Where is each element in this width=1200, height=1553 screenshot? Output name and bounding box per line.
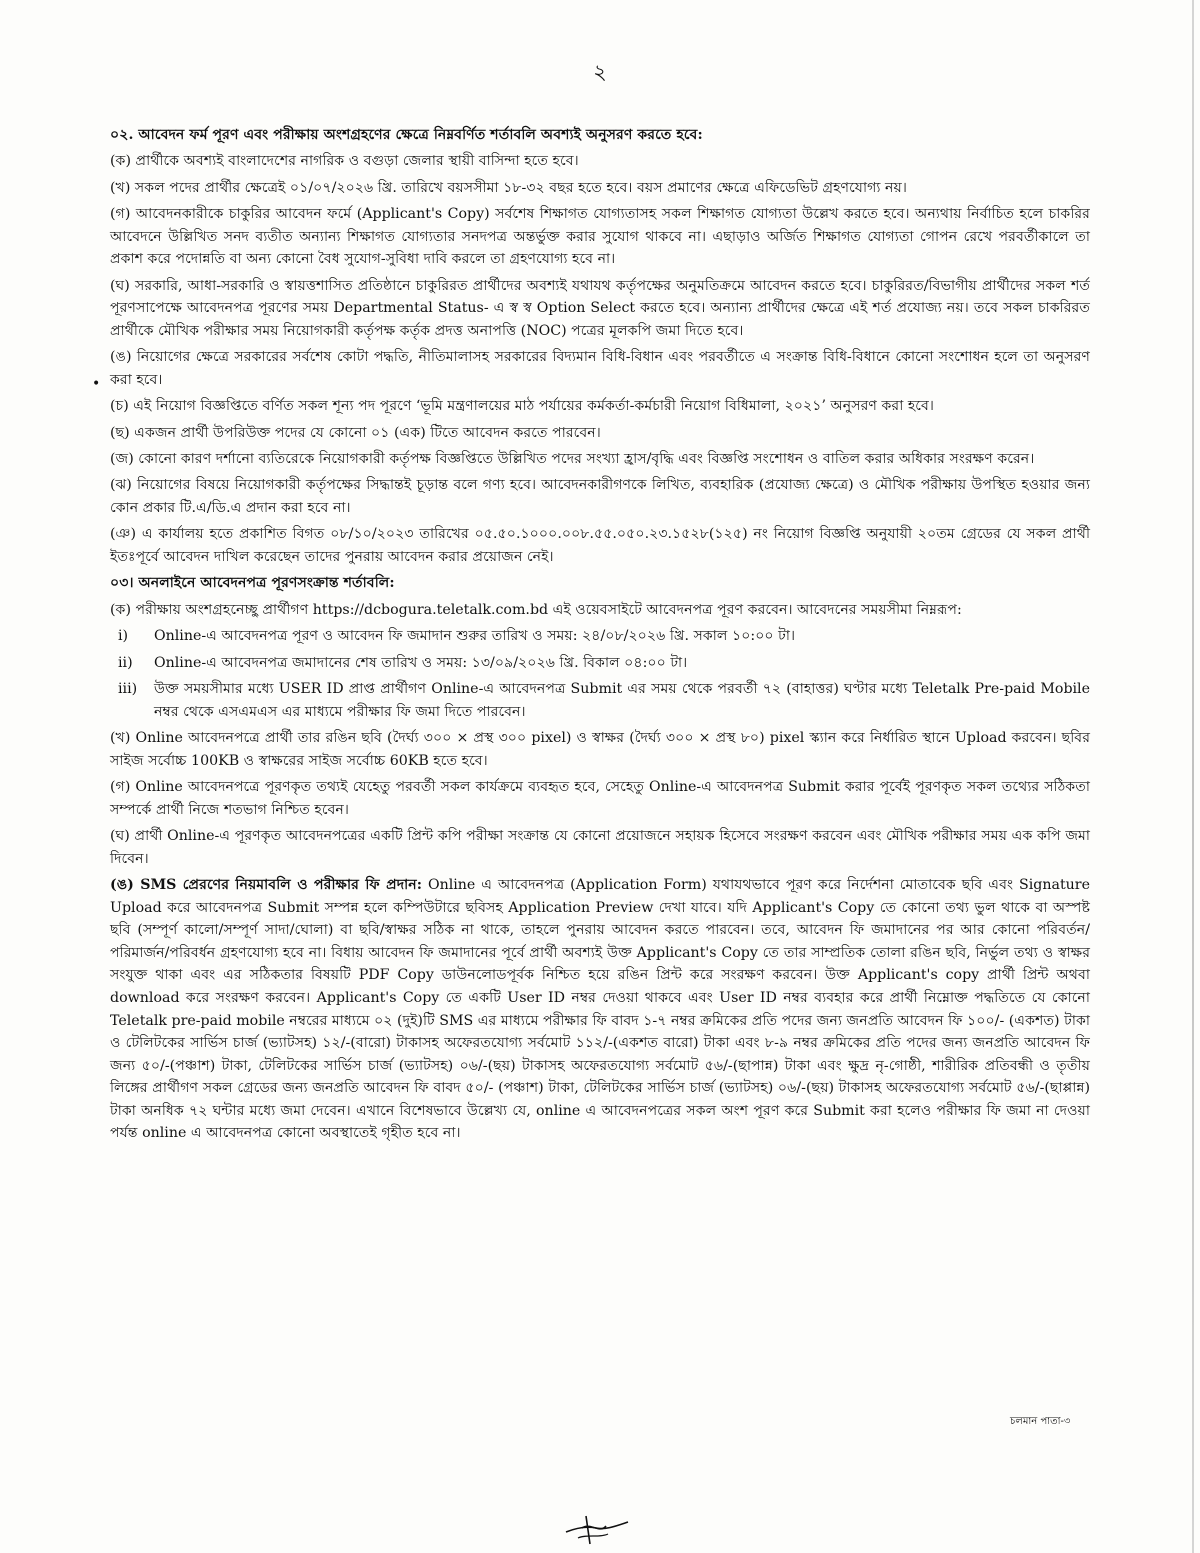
sms-rules-text: Online এ আবেদনপত্র (Application Form) যথাযথভাবে পূরণ করে নির্দেশনা মোতাবেক ছবি এবং Signature Upload করে আবেদনপত্র Submit সম্পন্ন হলে কম্পিউটারে ছবিসহ Application Preview দেখা যাবে। যদি Applicant's Copy তে কোনো তথ্য ভুল থাকে বা অস্পষ্ট ছবি (সম্পূর্ণ কালো/সম্পূর্ণ সাদা/ঘোলা) বা ছবি/স্বাক্ষর সঠিক না থাকে, তাহলে পুনরায় আবেদন করতে পারবেন। তবে, আবেদন ফি জমাদানের পর আর কোনো পরিবর্তন/পরিমার্জন/পরিবর্ধন গ্রহণযোগ্য হবে না। বিধায় আবেদন ফি জমাদানের পূর্বে প্রার্থী অবশ্যই উক্ত Applicant's Copy তে তার সাম্প্রতিক তোলা রঙিন ছবি, নির্ভুল তথ্য ও স্বাক্ষর সংযুক্ত থাকা এবং এর সঠিকতার বিষয়টি PDF Copy ডাউনলোডপূর্বক নিশ্চিত হয়ে রঙিন প্রিন্ট করে সংরক্ষণ করবেন। উক্ত Applicant's copy প্রার্থী প্রিন্ট অথবা download করে সংরক্ষণ করবেন। Applicant's Copy তে একটি User ID নম্বর দেওয়া থাকবে এবং User ID নম্বর ব্যবহার করে প্রার্থী নিম্নোক্ত পদ্ধতিতে যে কোনো Teletalk pre-paid mobile নম্বরের মাধ্যমে ০২ (দুই)টি SMS এর মাধ্যমে পরীক্ষার ফি বাবদ ১-৭ নম্বর ক্রমিকের প্রতি পদের জন্য জনপ্রতি আবেদন ফি ১০০/- (একশত) টাকা ও টেলিটকের সার্ভিস চার্জ (ভ্যাটসহ) ১২/-(বারো) টাকাসহ অফেরতযোগ্য সর্বমোট ১১২/-(একশত বারো) টাকা এবং ৮-৯ নম্বর ক্রমিকের প্রতি পদের জন্য জনপ্রতি আবেদন ফি জন্য ৫০/-(পঞ্চাশ) টাকা, টেলিটকের সার্ভিস চার্জ (ভ্যাটসহ) ০৬/-(ছয়) টাকাসহ অফেরতযোগ্য সর্বমোট ৫৬/-(ছাপান্ন) টাকা এবং ক্ষুদ্র নৃ-গোষ্ঠী, শারীরিক প্রতিবন্ধী ও তৃতীয় লিঙ্গের প্রার্থীগণ সকল গ্রেডের জন্য জনপ্রতি আবেদন ফি বাবদ ৫০/- (পঞ্চাশ) টাকা, টেলিটকের সার্ভিস চার্জ (ভ্যাটসহ) ০৬/-(ছয়) টাকাসহ অফেরতযোগ্য সর্বমোট ৫৬/-(ছাপ্পান্ন) টাকা অনধিক ৭২ ঘন্টার মধ্যে জমা দেবেন। এখানে বিশেষভাবে উল্লেখ্য যে, online এ আবেদনপত্রের সকল অংশ পূরণ করে Submit করা হলেও পরীক্ষার ফি জমা না দেওয়া পর্যন্ত online এ আবেদনপত্র কোনো অবস্থাতেই গৃহীত হবে না।: [110, 876, 1090, 1142]
section-03-item-uma: [110, 874, 1090, 1145]
section-02-item-cha: (চ) এই নিয়োগ বিজ্ঞপ্তিতে বর্ণিত সকল শূন্য পদ পূরণে ‘ভূমি মন্ত্রণালয়ের মাঠ পর্যায়ের কর্মকর্তা-কর্মচারী নিয়োগ বিধিমালা, ২০২১’ অনুসরণ করা হবে।: [110, 398, 934, 415]
section-02-item-kha: (খ) সকল পদের প্রার্থীর ক্ষেত্রেই ০১/০৭/২০২৬ খ্রি. তারিখে বয়সসীমা ১৮-৩২ বছর হতে হবে। বয়স প্রমাণের ক্ষেত্রে এফিডেভিট গ্রহণযোগ্য নয়।: [110, 179, 907, 196]
page-number: ২: [593, 60, 607, 84]
handwritten-initial-icon: [556, 1508, 636, 1548]
sms-rules-label: (ঙ) SMS প্রেরণের নিয়মাবলি ও পরীক্ষার ফি প্রদান:: [110, 876, 422, 893]
section-03-item-gha: (ঘ) প্রার্থী Online-এ পূরণকৃত আবেদনপত্রের একটি প্রিন্ট কপি পরীক্ষা সংক্রান্ত যে কোনো প্রয়োজনে সহায়ক হিসেবে সংরক্ষণ করবেন এবং মৌখিক পরীক্ষার সময় এক কপি জমা দিবেন।: [110, 827, 1090, 867]
schedule-item-number: i): [118, 628, 129, 645]
section-02-item-nya: (ঞ) এ কার্যালয় হতে প্রকাশিত বিগত ০৮/১০/২০২৩ তারিখের ০৫.৫০.১০০০.০০৮.৫৫.০৫০.২৩.১৫২৮(১২৫) নং নিয়োগ বিজ্ঞপ্তি অনুযায়ী ২০তম গ্রেডের যে সকল প্রার্থী ইতঃপূর্বে আবেদন দাখিল করেছেন তাদের পুনরায় আবেদন করার প্রয়োজন নেই।: [110, 526, 1090, 566]
section-03-item-ga: (গ) Online আবেদনপত্রে পূরণকৃত তথ্যই যেহেতু পরবর্তী সকল কার্যক্রমে ব্যবহৃত হবে, সেহেতু Online-এ আবেদনপত্র Submit করার পূর্বেই পূরণকৃত সকল তথ্যের সঠিকতা সম্পর্কে প্রার্থী নিজে শতভাগ নিশ্চিত হবেন।: [110, 778, 1090, 818]
section-03-heading: ০৩। অনলাইনে আবেদনপত্র পূরণসংক্রান্ত শর্তাবলি:: [110, 575, 395, 592]
section-02-item-ja: (জ) কোনো কারণ দর্শানো ব্যতিরেকে নিয়োগকারী কর্তৃপক্ষ বিজ্ঞপ্তিতে উল্লিখিত পদের সংখ্যা হ্রাস/বৃদ্ধি এবং বিজ্ঞপ্তি সংশোধন ও বাতিল করার অধিকার সংরক্ষণ করেন।: [110, 451, 1035, 468]
scan-edge: [1192, 0, 1194, 1553]
continued-page-note: চলমান পাতা-৩: [1010, 1416, 1071, 1427]
schedule-item-number: ii): [118, 654, 133, 671]
schedule-item-number: iii): [118, 681, 138, 698]
schedule-item-2: [110, 652, 1090, 675]
schedule-item-3: [110, 678, 1090, 723]
section-03-item-ka: (ক) পরীক্ষায় অংশগ্রহনেচ্ছু প্রার্থীগণ https://dcbogura.teletalk.com.bd এই ওয়েবসাইটে আবেদনপত্র পূরণ করবেন। আবেদনের সময়সীমা নিম্নরূপ:: [110, 601, 962, 618]
section-03-item-kha: (খ) Online আবেদনপত্রে প্রার্থী তার রঙিন ছবি (দৈর্ঘ্য ৩০০ × প্রস্থ ৩০০ pixel) ও স্বাক্ষর (দৈর্ঘ্য ৩০০ × প্রস্থ ৮০) pixel স্ক্যান করে নির্ধারিত স্থানে Upload করবেন। ছবির সাইজ সর্বোচ্চ 100KB ও স্বাক্ষরের সাইজ সর্বোচ্চ 60KB হতে হবে।: [110, 730, 1090, 769]
stray-dot: •: [92, 376, 101, 392]
schedule-item-text: উক্ত সময়সীমার মধ্যে USER ID প্রাপ্ত প্রার্থীগণ Online-এ আবেদনপত্র Submit এর সময় থেকে পরবর্তী ৭২ (বাহাত্তর) ঘণ্টার মধ্যে Teletalk Pre-paid Mobile নম্বর থেকে এসএমএস এর মাধ্যমে পরীক্ষার ফি জমা দিতে পারবেন।: [154, 681, 1090, 720]
schedule-item-text: Online-এ আবেদনপত্র পূরণ ও আবেদন ফি জমাদান শুরুর তারিখ ও সময়: ২৪/০৮/২০২৬ খ্রি. সকাল ১০:০০ টা।: [154, 628, 796, 645]
section-02-item-ga: (গ) আবেদনকারীকে চাকুরির আবেদন ফর্মে (Applicant's Copy) সর্বশেষ শিক্ষাগত যোগ্যতাসহ সকল শিক্ষাগত যোগ্যতা উল্লেখ করতে হবে। অন্যথায় নির্বাচিত হলে চাকরির আবেদনে উল্লিখিত সনদ ব্যতীত অন্যান্য শিক্ষাগত যোগ্যতার সনদপত্র অন্তর্ভুক্ত করার সুযোগ থাকবে না। এছাড়াও অর্জিত শিক্ষাগত যোগ্যতা গোপন রেখে পরবর্তীকালে তা প্রকাশ করে পদোন্নতি বা অন্য কোনো বৈধ সুযোগ-সুবিধা দাবি করলে তা গ্রহণযোগ্য হবে না।: [110, 206, 1090, 268]
section-02-item-jha: (ঝ) নিয়োগের বিষয়ে নিয়োগকারী কর্তৃপক্ষের সিদ্ধান্তই চূড়ান্ত বলে গণ্য হবে। আবেদনকারীগণকে লিখিত, ব্যবহারিক (প্রযোজ্য ক্ষেত্রে) ও মৌখিক পরীক্ষায় উপস্থিত হওয়ার জন্য কোন প্রকার টি.এ/ডি.এ প্রদান করা হবে না।: [110, 477, 1090, 517]
section-02-item-chha: (ছ) একজন প্রার্থী উপরিউক্ত পদের যে কোনো ০১ (এক) টিতে আবেদন করতে পারবেন।: [110, 424, 601, 441]
section-02-item-ka: (ক) প্রার্থীকে অবশ্যই বাংলাদেশের নাগরিক ও বগুড়া জেলার স্থায়ী বাসিন্দা হতে হবে।: [110, 153, 579, 170]
section-02-item-gha: (ঘ) সরকারি, আধা-সরকারি ও স্বায়ত্তশাসিত প্রতিষ্ঠানে চাকুরিরত প্রার্থীদের অবশ্যই যথাযথ কর্তৃপক্ষের অনুমতিক্রমে আবেদন করতে হবে। চাকুরিরত/বিভাগীয় প্রার্থীদের সকল শর্ত পূরণসাপেক্ষে আবেদনপত্র পূরণের সময় Departmental Status- এ স্ব স্ব Option Select করতে হবে। অন্যান্য প্রার্থীদের ক্ষেত্রে এই শর্ত প্রযোজ্য নয়। তবে সকল চাকরিরত প্রার্থীকে মৌখিক পরীক্ষার সময় নিয়োগকারী কর্তৃপক্ষ কর্তৃক প্রদত্ত অনাপত্তি (NOC) পত্রের মূলকপি জমা দিতে হবে।: [110, 277, 1090, 339]
section-02-heading: ০২. আবেদন ফর্ম পূরণ এবং পরীক্ষায় অংশগ্রহণের ক্ষেত্রে নিম্নবর্ণিত শর্তাবলি অবশ্যই অনুসরণ করতে হবে:: [110, 127, 703, 143]
document-body: [110, 124, 1090, 1149]
schedule-item-text: Online-এ আবেদনপত্র জমাদানের শেষ তারিখ ও সময়: ১৩/০৯/২০২৬ খ্রি. বিকাল ০৪:০০ টা।: [154, 654, 688, 671]
section-02-item-uma: (ঙ) নিয়োগের ক্ষেত্রে সরকারের সর্বশেষ কোটা পদ্ধতি, নীতিমালাসহ সরকারের বিদ্যমান বিধি-বিধান এবং পরবর্তীতে এ সংক্রান্ত বিধি-বিধানে কোনো সংশোধন হলে তা অনুসরণ করা হবে।: [110, 349, 1090, 388]
schedule-item-1: [110, 625, 1090, 648]
